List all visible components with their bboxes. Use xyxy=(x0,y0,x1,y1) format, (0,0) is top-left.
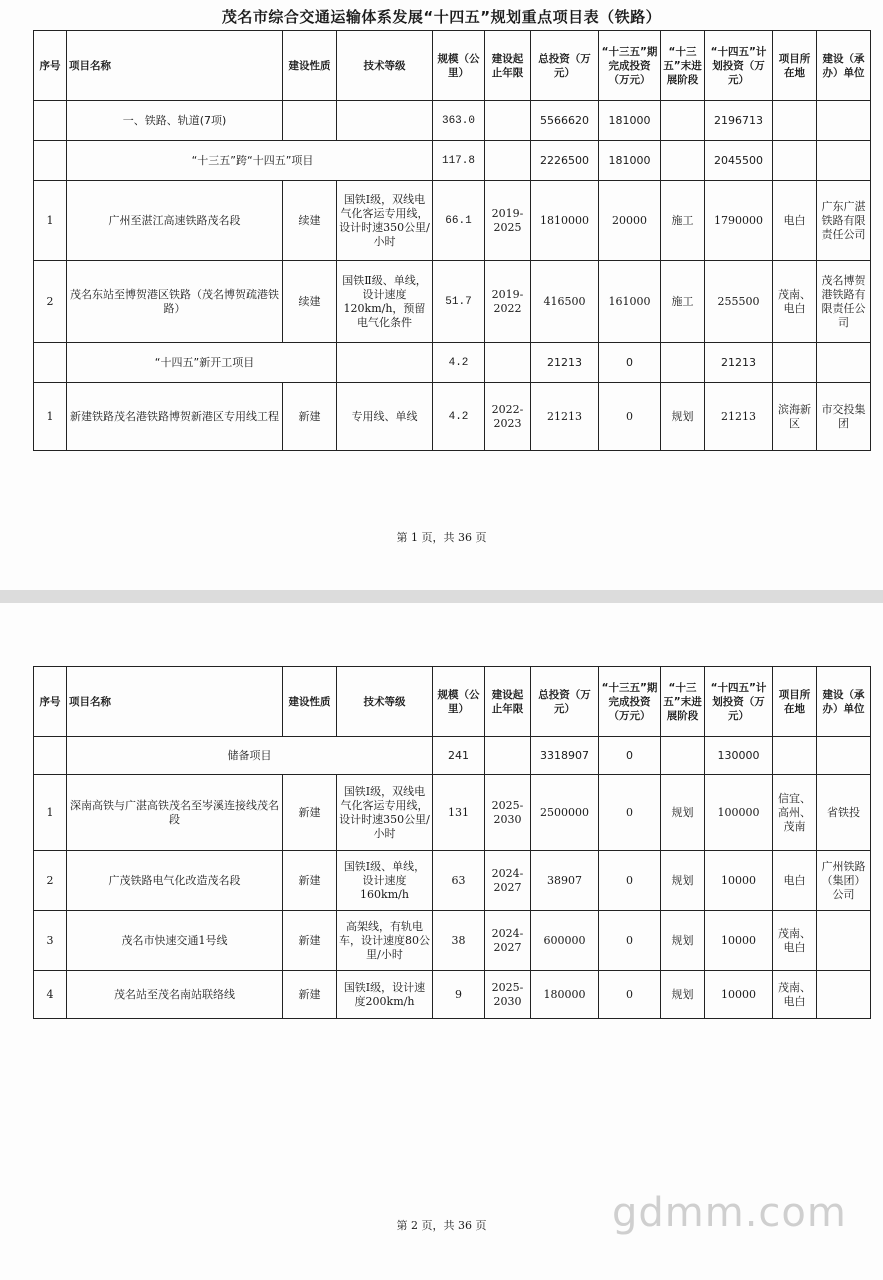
cell-name: 茂名东站至博贺港区铁路（茂名博贺疏港铁路） xyxy=(67,261,283,343)
cell-tech: 国铁Ⅰ级，双线电气化客运专用线，设计时速350公里/小时 xyxy=(337,775,433,851)
cell-unit: 茂名博贺港铁路有限责任公司 xyxy=(817,261,871,343)
table-row xyxy=(34,261,871,343)
table-row xyxy=(34,775,871,851)
document-title: 茂名市综合交通运输体系发展“十四五”规划重点项目表（铁路） xyxy=(221,8,662,26)
header-row xyxy=(34,31,871,101)
group-name: 储备项目 xyxy=(67,737,433,775)
page-number: 第 2 页，共 36 页 xyxy=(396,1219,487,1232)
group-done135: 0 xyxy=(599,343,661,383)
cell-seq: 2 xyxy=(34,261,67,343)
cell-plan145: 10000 xyxy=(705,851,773,911)
header-total: 总投资（万元） xyxy=(531,667,599,737)
group-plan145: 2045500 xyxy=(705,141,773,181)
cell-scale: 38 xyxy=(433,911,485,971)
header-done135: “十三五”期完成投资（万元） xyxy=(599,31,661,101)
group-name: “十四五”新开工项目 xyxy=(67,343,337,383)
cell-location: 茂南、电白 xyxy=(773,911,817,971)
section-done135: 181000 xyxy=(599,101,661,141)
cell-name: 深南高铁与广湛高铁茂名至岑溪连接线茂名段 xyxy=(67,775,283,851)
cell-done135: 161000 xyxy=(599,261,661,343)
cell-location: 茂南、电白 xyxy=(773,261,817,343)
cell-scale: 9 xyxy=(433,971,485,1019)
cell-name: 茂名站至茂名南站联络线 xyxy=(67,971,283,1019)
cell-done135: 0 xyxy=(599,911,661,971)
header-plan145: “十四五”计划投资（万元） xyxy=(705,31,773,101)
table-row xyxy=(34,971,871,1019)
section-total: 5566620 xyxy=(531,101,599,141)
cell-nature: 续建 xyxy=(283,181,337,261)
document-page-1 xyxy=(0,0,883,590)
group-plan145: 21213 xyxy=(705,343,773,383)
cell-tech: 专用线、单线 xyxy=(337,383,433,451)
cell-period: 2022-2023 xyxy=(485,383,531,451)
cell-location: 信宜、高州、茂南 xyxy=(773,775,817,851)
header-scale: 规模（公里） xyxy=(433,667,485,737)
cell-scale: 51.7 xyxy=(433,261,485,343)
table-row xyxy=(34,383,871,451)
section-row xyxy=(34,101,871,141)
group-row xyxy=(34,737,871,775)
header-stage135: “十三五”末进展阶段 xyxy=(661,31,705,101)
cell-location: 滨海新区 xyxy=(773,383,817,451)
cell-nature: 续建 xyxy=(283,261,337,343)
section-scale: 363.0 xyxy=(433,101,485,141)
header-stage135: “十三五”末进展阶段 xyxy=(661,667,705,737)
header-tech: 技术等级 xyxy=(337,667,433,737)
group-name: “十三五”跨“十四五”项目 xyxy=(67,141,433,181)
header-location: 项目所在地 xyxy=(773,31,817,101)
cell-stage135: 规划 xyxy=(661,775,705,851)
cell-unit: 广州铁路（集团）公司 xyxy=(817,851,871,911)
cell-period: 2024-2027 xyxy=(485,911,531,971)
cell-seq: 1 xyxy=(34,775,67,851)
group-row xyxy=(34,141,871,181)
cell-period: 2019-2022 xyxy=(485,261,531,343)
header-seq: 序号 xyxy=(34,667,67,737)
header-period: 建设起止年限 xyxy=(485,31,531,101)
cell-total: 21213 xyxy=(531,383,599,451)
cell-period: 2024-2027 xyxy=(485,851,531,911)
cell-seq: 3 xyxy=(34,911,67,971)
cell-seq: 4 xyxy=(34,971,67,1019)
cell-done135: 0 xyxy=(599,775,661,851)
header-row xyxy=(34,667,871,737)
header-nature: 建设性质 xyxy=(283,667,337,737)
cell-plan145: 100000 xyxy=(705,775,773,851)
cell-seq: 2 xyxy=(34,851,67,911)
cell-scale: 4.2 xyxy=(433,383,485,451)
cell-name: 茂名市快速交通1号线 xyxy=(67,911,283,971)
cell-nature: 新建 xyxy=(283,851,337,911)
cell-plan145: 10000 xyxy=(705,971,773,1019)
cell-location: 茂南、电白 xyxy=(773,971,817,1019)
cell-name: 广州至湛江高速铁路茂名段 xyxy=(67,181,283,261)
cell-scale: 66.1 xyxy=(433,181,485,261)
header-unit: 建设（承办）单位 xyxy=(817,667,871,737)
cell-stage135: 施工 xyxy=(661,261,705,343)
cell-period: 2025-2030 xyxy=(485,971,531,1019)
header-unit: 建设（承办）单位 xyxy=(817,31,871,101)
header-period: 建设起止年限 xyxy=(485,667,531,737)
group-total: 2226500 xyxy=(531,141,599,181)
cell-name: 新建铁路茂名港铁路博贺新港区专用线工程 xyxy=(67,383,283,451)
cell-stage135: 施工 xyxy=(661,181,705,261)
cell-plan145: 1790000 xyxy=(705,181,773,261)
cell-done135: 0 xyxy=(599,851,661,911)
cell-plan145: 10000 xyxy=(705,911,773,971)
cell-unit: 省铁投 xyxy=(817,775,871,851)
group-total: 3318907 xyxy=(531,737,599,775)
cell-tech: 国铁Ⅰ级，双线电气化客运专用线，设计时速350公里/小时 xyxy=(337,181,433,261)
table-row xyxy=(34,851,871,911)
cell-period: 2019-2025 xyxy=(485,181,531,261)
cell-period: 2025-2030 xyxy=(485,775,531,851)
cell-plan145: 255500 xyxy=(705,261,773,343)
cell-unit: 广东广湛铁路有限责任公司 xyxy=(817,181,871,261)
project-table-page-1 xyxy=(33,30,871,451)
cell-stage135: 规划 xyxy=(661,971,705,1019)
cell-location: 电白 xyxy=(773,181,817,261)
cell-done135: 0 xyxy=(599,383,661,451)
table-row xyxy=(34,181,871,261)
group-scale: 117.8 xyxy=(433,141,485,181)
cell-tech: 国铁Ⅱ级、单线，设计速度120km/h，预留电气化条件 xyxy=(337,261,433,343)
cell-unit xyxy=(817,911,871,971)
cell-total: 2500000 xyxy=(531,775,599,851)
cell-done135: 0 xyxy=(599,971,661,1019)
section-plan145: 2196713 xyxy=(705,101,773,141)
header-location: 项目所在地 xyxy=(773,667,817,737)
cell-unit: 市交投集团 xyxy=(817,383,871,451)
cell-total: 38907 xyxy=(531,851,599,911)
cell-scale: 131 xyxy=(433,775,485,851)
group-scale: 241 xyxy=(433,737,485,775)
header-plan145: “十四五”计划投资（万元） xyxy=(705,667,773,737)
cell-total: 416500 xyxy=(531,261,599,343)
group-row xyxy=(34,343,871,383)
header-done135: “十三五”期完成投资（万元） xyxy=(599,667,661,737)
group-scale: 4.2 xyxy=(433,343,485,383)
header-tech: 技术等级 xyxy=(337,31,433,101)
cell-location: 电白 xyxy=(773,851,817,911)
watermark-text: gdmm.com xyxy=(612,1190,847,1236)
cell-tech: 高架线，有轨电车，设计速度80公里/小时 xyxy=(337,911,433,971)
page-separator xyxy=(0,590,883,603)
cell-tech: 国铁Ⅰ级、单线，设计速度160km/h xyxy=(337,851,433,911)
cell-total: 600000 xyxy=(531,911,599,971)
header-seq: 序号 xyxy=(34,31,67,101)
cell-tech: 国铁Ⅰ级，设计速度200km/h xyxy=(337,971,433,1019)
header-scale: 规模（公里） xyxy=(433,31,485,101)
project-table-page-2 xyxy=(33,666,871,1019)
cell-seq: 1 xyxy=(34,181,67,261)
cell-stage135: 规划 xyxy=(661,911,705,971)
group-plan145: 130000 xyxy=(705,737,773,775)
cell-unit xyxy=(817,971,871,1019)
cell-nature: 新建 xyxy=(283,911,337,971)
cell-stage135: 规划 xyxy=(661,851,705,911)
cell-done135: 20000 xyxy=(599,181,661,261)
document-page-2 xyxy=(0,603,883,1280)
cell-nature: 新建 xyxy=(283,971,337,1019)
group-done135: 0 xyxy=(599,737,661,775)
header-name: 项目名称 xyxy=(67,667,283,737)
page-number: 第 1 页，共 36 页 xyxy=(396,531,487,544)
group-total: 21213 xyxy=(531,343,599,383)
header-total: 总投资（万元） xyxy=(531,31,599,101)
cell-stage135: 规划 xyxy=(661,383,705,451)
cell-total: 1810000 xyxy=(531,181,599,261)
table-row xyxy=(34,911,871,971)
cell-plan145: 21213 xyxy=(705,383,773,451)
section-name: 一、铁路、轨道(7项) xyxy=(67,101,283,141)
cell-name: 广茂铁路电气化改造茂名段 xyxy=(67,851,283,911)
group-done135: 181000 xyxy=(599,141,661,181)
cell-scale: 63 xyxy=(433,851,485,911)
cell-total: 180000 xyxy=(531,971,599,1019)
header-nature: 建设性质 xyxy=(283,31,337,101)
cell-nature: 新建 xyxy=(283,775,337,851)
header-name: 项目名称 xyxy=(67,31,283,101)
cell-seq: 1 xyxy=(34,383,67,451)
cell-nature: 新建 xyxy=(283,383,337,451)
